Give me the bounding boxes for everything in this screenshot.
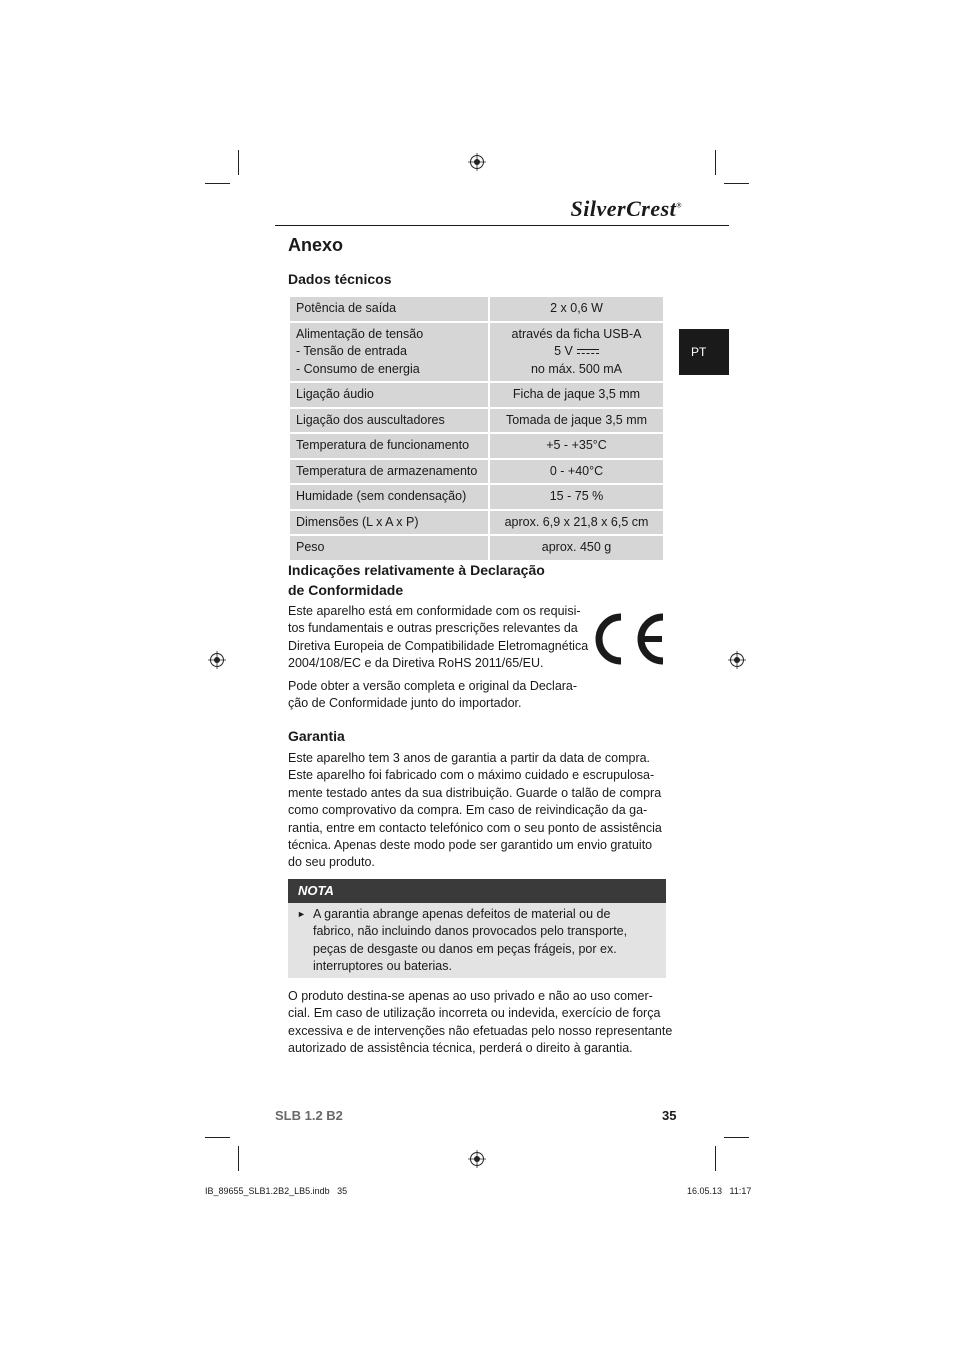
header-rule xyxy=(275,225,729,226)
spec-row xyxy=(289,296,664,322)
spec-row xyxy=(289,382,664,408)
spec-value: através da ficha USB-A 5 V no máx. 500 mA xyxy=(489,322,664,383)
crop-mark xyxy=(238,150,239,175)
ce-mark-icon xyxy=(592,611,668,667)
spec-row xyxy=(289,322,664,383)
spec-label: Temperatura de armazenamento xyxy=(289,459,489,485)
print-slug-date: 16.05.13 11:17 xyxy=(687,1186,752,1196)
spec-row xyxy=(289,433,664,459)
spec-row xyxy=(289,535,664,561)
warranty-heading: Garantia xyxy=(288,728,345,744)
warranty-paragraph: O produto destina-se apenas ao uso privado e não ao uso comer- cial. Em caso de utilização incorreta ou indevida, exercício de força excessiva e de intervenções não efetuadas pelo nosso representante autorizado de assistência técnica, perderá o direito à garantia. xyxy=(288,989,673,1056)
note-header: NOTA xyxy=(288,879,666,903)
conformity-paragraph: Pode obter a versão completa e original da Declara- ção de Conformidade junto do importador. xyxy=(288,679,578,711)
crop-mark xyxy=(238,1146,239,1171)
section-title: Anexo xyxy=(288,235,344,255)
registration-mark-icon xyxy=(208,651,226,669)
spec-row xyxy=(289,510,664,536)
tech-heading: Dados técnicos xyxy=(288,271,392,287)
bullet-arrow-icon: ► xyxy=(297,909,306,919)
spec-label: Temperatura de funcionamento xyxy=(289,433,489,459)
spec-label: Humidade (sem condensação) xyxy=(289,484,489,510)
registration-mark-icon xyxy=(728,651,746,669)
spec-table xyxy=(288,295,665,562)
footer-model: SLB 1.2 B2 xyxy=(275,1108,343,1123)
spec-row xyxy=(289,459,664,485)
print-slug-file: IB_89655_SLB1.2B2_LB5.indb 35 xyxy=(205,1186,348,1196)
spec-label: Peso xyxy=(289,535,489,561)
spec-label: Dimensões (L x A x P) xyxy=(289,510,489,536)
dc-voltage-icon xyxy=(577,348,599,356)
spec-row xyxy=(289,484,664,510)
spec-value: 2 x 0,6 W xyxy=(489,296,664,322)
page-number: 35 xyxy=(662,1108,677,1123)
warranty-paragraph: Este aparelho tem 3 anos de garantia a partir da data de compra. Este aparelho foi fabricado com o máximo cuidado e escrupulosa- mente testado antes da sua distribuição. Guarde o talão de compra como comprovativo da compra. Em caso de reivindicação da ga- rantia, entre em contacto telefónico com o seu ponto de assistência técnica. Apenas deste modo pode ser garantido um envio gratuito do seu produto. xyxy=(288,751,662,870)
spec-value: aprox. 450 g xyxy=(489,535,664,561)
spec-row xyxy=(289,408,664,434)
spec-label: Potência de saída xyxy=(289,296,489,322)
spec-value: +5 - +35°C xyxy=(489,433,664,459)
crop-mark xyxy=(205,183,230,184)
spec-label: Ligação dos auscultadores xyxy=(289,408,489,434)
note-text: A garantia abrange apenas defeitos de material ou de fabrico, não incluindo danos provocados pelo transporte, peças de desgaste ou danos em peças frágeis, por ex. interruptores ou baterias. xyxy=(313,907,628,974)
language-tab: PT xyxy=(679,329,729,375)
crop-mark xyxy=(724,1137,749,1138)
spec-label: Ligação áudio xyxy=(289,382,489,408)
crop-mark xyxy=(715,1146,716,1171)
registration-mark-icon xyxy=(468,153,486,171)
conformity-heading: Indicações relativamente à Declaração de Conformidade xyxy=(288,562,545,598)
registration-mark-icon xyxy=(468,1150,486,1168)
note-box xyxy=(288,903,666,978)
spec-value: 15 - 75 % xyxy=(489,484,664,510)
conformity-paragraph: Este aparelho está em conformidade com os requisi- tos fundamentais e outras prescrições relevantes da Diretiva Europeia de Compatibilidade Eletromagnética 2004/108/EC e da Diretiva RoHS 2011/65/EU. xyxy=(288,604,589,671)
crop-mark xyxy=(715,150,716,175)
crop-mark xyxy=(205,1137,230,1138)
spec-label: Alimentação de tensão - Tensão de entrada - Consumo de energia xyxy=(289,322,489,383)
spec-value: Ficha de jaque 3,5 mm xyxy=(489,382,664,408)
spec-value: 0 - +40°C xyxy=(489,459,664,485)
spec-value: Tomada de jaque 3,5 mm xyxy=(489,408,664,434)
spec-value: aprox. 6,9 x 21,8 x 6,5 cm xyxy=(489,510,664,536)
crop-mark xyxy=(724,183,749,184)
brand-logo: SilverCrest® xyxy=(570,196,682,221)
